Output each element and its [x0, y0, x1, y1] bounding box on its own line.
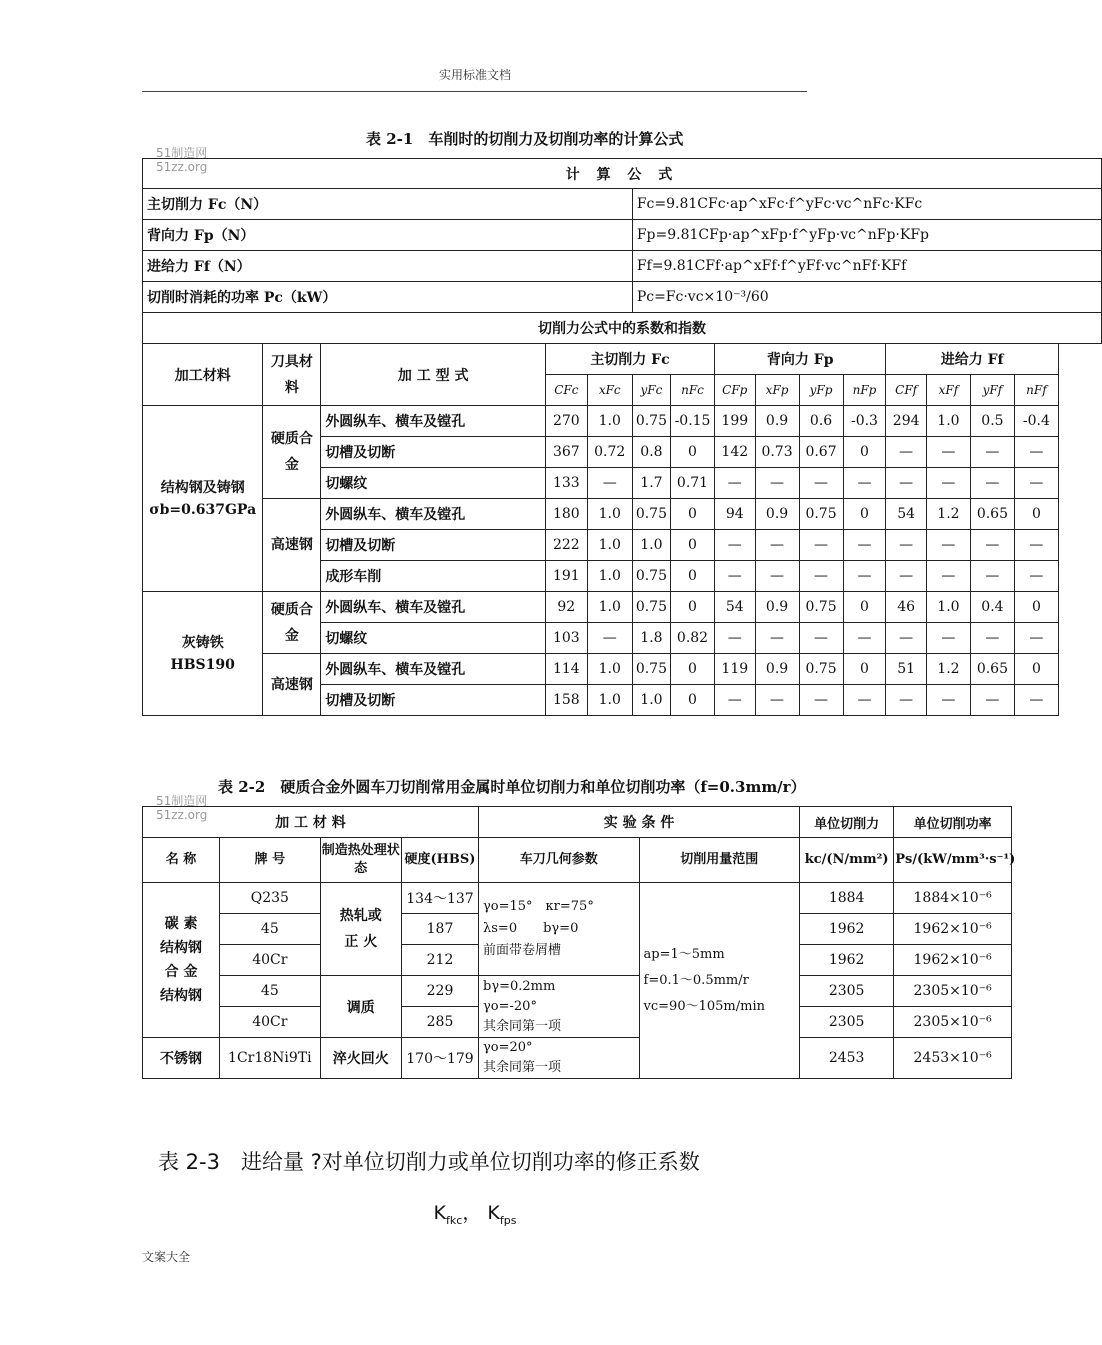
machining-type: 外圆纵车、横车及镗孔	[321, 654, 546, 685]
head-range: 切削用量范围	[639, 838, 800, 883]
coef-header: nFp	[843, 375, 886, 406]
coef-value: —	[1014, 685, 1058, 716]
head-grade: 牌 号	[220, 838, 321, 883]
coef-header: yFf	[970, 375, 1014, 406]
coef-value: 1.2	[926, 654, 970, 685]
coef-value: —	[799, 561, 843, 592]
head-type: 加 工 型 式	[321, 344, 546, 406]
coef-value: 0	[671, 499, 715, 530]
coef-value: —	[755, 623, 799, 654]
head-material: 加工材料	[143, 344, 263, 406]
table-row	[143, 499, 1102, 530]
t2-head-row	[143, 807, 1012, 838]
page-footer: 文案大全	[142, 1250, 191, 1264]
coef-value: —	[843, 561, 886, 592]
coef-header: nFc	[671, 375, 715, 406]
coef-value: —	[755, 468, 799, 499]
coef-value: 0.6	[799, 406, 843, 437]
ps-value: 2305×10⁻⁶	[894, 976, 1012, 1007]
ps-value: 1884×10⁻⁶	[894, 883, 1012, 914]
coef-value: 1.0	[926, 592, 970, 623]
hardness-cell: 170～179	[401, 1038, 478, 1079]
coef-value: 0.65	[970, 499, 1014, 530]
coef-value: —	[755, 561, 799, 592]
machining-type: 成形车削	[321, 561, 546, 592]
geometry-cell: γo=20° 其余同第一项	[479, 1038, 640, 1079]
table-row	[143, 592, 1102, 623]
head-feed-force: 进给力 Ff	[886, 344, 1059, 375]
coef-value: 1.0	[587, 406, 632, 437]
coef-value: 1.0	[587, 654, 632, 685]
coef-value: 0.5	[970, 406, 1014, 437]
coef-value: 0	[671, 685, 715, 716]
coef-value: 1.2	[926, 499, 970, 530]
head-back-force: 背向力 Fp	[715, 344, 886, 375]
table-row	[143, 654, 1102, 685]
coef-value: 199	[715, 406, 756, 437]
state-cell: 淬火回火	[320, 1038, 401, 1079]
ps-value: 2453×10⁻⁶	[894, 1038, 1012, 1079]
coef-value: 1.7	[632, 468, 670, 499]
coef-value: —	[715, 685, 756, 716]
range-cell: ap=1～5mm f=0.1～0.5mm/r vc=90～105m/min	[639, 883, 800, 1079]
hardness-cell: 229	[401, 976, 478, 1007]
coef-value: 0	[843, 437, 886, 468]
head-hardness: 硬度(HBS)	[401, 838, 478, 883]
coef-value: —	[970, 530, 1014, 561]
grade-cell: 1Cr18Ni9Ti	[220, 1038, 321, 1079]
coef-value: 0	[671, 437, 715, 468]
coef-value: 51	[886, 654, 927, 685]
table2-title: 表 2-2 硬质合金外圆车刀切削常用金属时单位切削力和单位切削功率（f=0.3mm/r）	[218, 778, 806, 796]
coef-value: 92	[545, 592, 587, 623]
coef-value: —	[715, 623, 756, 654]
coef-value: 0.65	[970, 654, 1014, 685]
head-kc: 单位切削力	[800, 807, 894, 838]
table3-title: 表 2-3 进给量 ?对单位切削力或单位切削功率的修正系数	[158, 1150, 700, 1174]
coef-value: 46	[886, 592, 927, 623]
coef-value: —	[843, 468, 886, 499]
formula-expression: Ff=9.81CFf·ap^xFf·f^yFf·vc^nFf·KFf	[632, 251, 1101, 282]
coef-value: 0	[1014, 654, 1058, 685]
coef-value: —	[799, 623, 843, 654]
coef-value: 0.4	[970, 592, 1014, 623]
coef-value: —	[970, 437, 1014, 468]
coef-value: —	[886, 561, 927, 592]
formula-row	[143, 251, 1102, 282]
coef-value: —	[886, 623, 927, 654]
ps-value: 1962×10⁻⁶	[894, 945, 1012, 976]
table-row	[143, 1038, 1012, 1079]
coef-value: —	[970, 685, 1014, 716]
coef-value: —	[926, 468, 970, 499]
coef-header: yFc	[632, 375, 670, 406]
coef-value: 114	[545, 654, 587, 685]
ps-value: 2305×10⁻⁶	[894, 1007, 1012, 1038]
coef-value: —	[843, 623, 886, 654]
formula-row	[143, 189, 1102, 220]
coef-value: 158	[545, 685, 587, 716]
coef-value: —	[843, 530, 886, 561]
coef-value: 0.75	[632, 592, 670, 623]
grade-cell: 45	[220, 976, 321, 1007]
hardness-cell: 285	[401, 1007, 478, 1038]
machining-type: 切螺纹	[321, 468, 546, 499]
coef-value: —	[926, 561, 970, 592]
coef-value: 0.9	[755, 592, 799, 623]
formula-label: 背向力 Fp（N）	[143, 220, 633, 251]
geometry-cell: γo=15° κr=75° λs=0 bγ=0 前面带卷屑槽	[479, 883, 640, 976]
coef-value: 119	[715, 654, 756, 685]
head-geometry: 车刀几何参数	[479, 838, 640, 883]
t1-section2-row	[143, 313, 1102, 344]
coef-value: 0	[843, 499, 886, 530]
coef-value: —	[926, 530, 970, 561]
coef-value: 1.0	[632, 685, 670, 716]
coef-value: —	[1014, 437, 1058, 468]
coef-header: CFp	[715, 375, 756, 406]
tool-cell: 高速钢	[263, 499, 321, 592]
coef-value: 0.71	[671, 468, 715, 499]
machining-type: 切槽及切断	[321, 437, 546, 468]
coef-value: 1.0	[587, 685, 632, 716]
grade-cell: 40Cr	[220, 945, 321, 976]
coef-value: —	[886, 468, 927, 499]
formula-expression: Fc=9.81CFc·ap^xFc·f^yFc·vc^nFc·KFc	[632, 189, 1101, 220]
coef-value: —	[799, 685, 843, 716]
formula-row	[143, 220, 1102, 251]
material-cell: 结构钢及铸钢 σb=0.637GPa	[143, 406, 263, 592]
coef-value: —	[886, 530, 927, 561]
coef-value: —	[970, 561, 1014, 592]
coef-value: 0.75	[632, 406, 670, 437]
coef-value: 54	[715, 592, 756, 623]
coef-value: 270	[545, 406, 587, 437]
coef-value: -0.15	[671, 406, 715, 437]
coef-value: —	[799, 530, 843, 561]
formula-label: 进给力 Ff（N）	[143, 251, 633, 282]
coef-value: —	[755, 530, 799, 561]
hardness-cell: 134～137	[401, 883, 478, 914]
coef-value: 0.8	[632, 437, 670, 468]
coef-value: 0.67	[799, 437, 843, 468]
formula-section-heading: 计 算 公 式	[143, 159, 1102, 189]
page-header: 实用标准文档	[438, 68, 511, 82]
k-symbols: $K_{fkc}$， $K_{fps}$	[433, 1202, 517, 1227]
coef-value: 0	[1014, 499, 1058, 530]
formula-label: 主切削力 Fc（N）	[143, 189, 633, 220]
coef-value: 0.75	[632, 499, 670, 530]
table2	[142, 806, 1016, 1079]
head-experiment: 实 验 条 件	[479, 807, 800, 838]
coef-header: yFp	[799, 375, 843, 406]
coef-value: 1.0	[587, 561, 632, 592]
coef-value: 142	[715, 437, 756, 468]
coef-value: 94	[715, 499, 756, 530]
head-material: 加 工 材 料	[143, 807, 479, 838]
kc-value: 2453	[800, 1038, 894, 1079]
coef-value: —	[886, 437, 927, 468]
coef-header: CFf	[886, 375, 927, 406]
coef-value: —	[886, 685, 927, 716]
coef-value: 0.75	[632, 561, 670, 592]
machining-type: 切槽及切断	[321, 530, 546, 561]
t1-head-row	[143, 344, 1102, 375]
coef-value: —	[715, 530, 756, 561]
coef-value: 0	[1014, 592, 1058, 623]
coef-value: —	[1014, 468, 1058, 499]
tool-cell: 高速钢	[263, 654, 321, 716]
coef-header: nFf	[1014, 375, 1058, 406]
coef-header: xFp	[755, 375, 799, 406]
coef-value: 1.0	[587, 530, 632, 561]
machining-type: 切槽及切断	[321, 685, 546, 716]
head-ps-unit: Ps/(kW/mm³·s⁻¹)	[894, 838, 1012, 883]
coef-value: 0	[671, 530, 715, 561]
coef-value: 0	[671, 654, 715, 685]
coef-value: 0.82	[671, 623, 715, 654]
hardness-cell: 212	[401, 945, 478, 976]
coef-value: —	[1014, 530, 1058, 561]
table-row	[143, 406, 1102, 437]
head-main-force: 主切削力 Fc	[545, 344, 714, 375]
coef-value: —	[715, 561, 756, 592]
coef-value: 0.9	[755, 499, 799, 530]
coef-value: —	[587, 468, 632, 499]
coef-value: —	[1014, 561, 1058, 592]
coef-value: 103	[545, 623, 587, 654]
coef-value: 1.0	[926, 406, 970, 437]
machining-type: 切螺纹	[321, 623, 546, 654]
coef-value: 0	[671, 592, 715, 623]
coef-value: 1.0	[632, 530, 670, 561]
watermark-2: 51制造网 51zz.org	[156, 794, 208, 822]
grade-cell: Q235	[220, 883, 321, 914]
kc-value: 1884	[800, 883, 894, 914]
watermark: 51制造网 51zz.org	[156, 146, 208, 174]
coef-header: xFf	[926, 375, 970, 406]
coef-value: 0.75	[799, 654, 843, 685]
coef-value: 1.8	[632, 623, 670, 654]
table1-title: 表 2-1 车削时的切削力及切削功率的计算公式	[366, 130, 684, 148]
coefficient-section-heading: 切削力公式中的系数和指数	[143, 313, 1102, 344]
kc-value: 2305	[800, 1007, 894, 1038]
grade-cell: 45	[220, 914, 321, 945]
head-tool: 刀具材料	[263, 344, 321, 406]
coef-value: 0.75	[799, 499, 843, 530]
coef-value: 54	[886, 499, 927, 530]
coef-value: —	[926, 437, 970, 468]
t2-subhead-row	[143, 838, 1012, 883]
coef-value: -0.4	[1014, 406, 1058, 437]
coef-value: 191	[545, 561, 587, 592]
grade-cell: 40Cr	[220, 1007, 321, 1038]
machining-type: 外圆纵车、横车及镗孔	[321, 406, 546, 437]
coef-value: —	[970, 623, 1014, 654]
state-cell: 调质	[320, 976, 401, 1038]
coef-value: 0.72	[587, 437, 632, 468]
material-cell: 灰铸铁 HBS190	[143, 592, 263, 716]
coef-value: 133	[545, 468, 587, 499]
coef-value: 1.0	[587, 592, 632, 623]
formula-row	[143, 282, 1102, 313]
table1	[142, 158, 1102, 716]
coef-value: 180	[545, 499, 587, 530]
category-cell: 不锈钢	[143, 1038, 220, 1079]
coef-value: —	[970, 468, 1014, 499]
coef-header: xFc	[587, 375, 632, 406]
ps-value: 1962×10⁻⁶	[894, 914, 1012, 945]
head-state: 制造热处理状态	[320, 838, 401, 883]
coef-value: —	[799, 468, 843, 499]
coef-value: —	[843, 685, 886, 716]
coef-value: 367	[545, 437, 587, 468]
machining-type: 外圆纵车、横车及镗孔	[321, 499, 546, 530]
coef-value: —	[926, 623, 970, 654]
kc-value: 2305	[800, 976, 894, 1007]
coef-header: CFc	[545, 375, 587, 406]
formula-expression: Pc=Fc·vc×10⁻³/60	[632, 282, 1101, 313]
table-row	[143, 976, 1012, 1007]
t1-section-row	[143, 159, 1102, 189]
coef-value: 0.75	[799, 592, 843, 623]
head-name: 名 称	[143, 838, 220, 883]
coef-value: 222	[545, 530, 587, 561]
coef-value: —	[587, 623, 632, 654]
category-cell: 碳 素 结构钢 合 金 结构钢	[143, 883, 220, 1038]
coef-value: —	[926, 685, 970, 716]
coef-value: -0.3	[843, 406, 886, 437]
coef-value: 294	[886, 406, 927, 437]
geometry-cell: bγ=0.2mm γo=-20° 其余同第一项	[479, 976, 640, 1038]
coef-value: —	[755, 685, 799, 716]
state-cell: 热轧或 正 火	[320, 883, 401, 976]
formula-label: 切削时消耗的功率 Pc（kW）	[143, 282, 633, 313]
machining-type: 外圆纵车、横车及镗孔	[321, 592, 546, 623]
tool-cell: 硬质合金	[263, 406, 321, 499]
kc-value: 1962	[800, 945, 894, 976]
coef-value: 0	[843, 592, 886, 623]
coef-value: 0	[671, 561, 715, 592]
coef-value: 0	[843, 654, 886, 685]
coef-value: 0.9	[755, 406, 799, 437]
coef-value: —	[715, 468, 756, 499]
coef-value: 0.9	[755, 654, 799, 685]
tool-cell: 硬质合金	[263, 592, 321, 654]
hardness-cell: 187	[401, 914, 478, 945]
head-ps: 单位切削功率	[894, 807, 1012, 838]
formula-expression: Fp=9.81CFp·ap^xFp·f^yFp·vc^nFp·KFp	[632, 220, 1101, 251]
head-kc-unit: kc/(N/mm²)	[800, 838, 894, 883]
coef-value: —	[1014, 623, 1058, 654]
coef-value: 0.73	[755, 437, 799, 468]
table-row	[143, 883, 1012, 914]
coef-value: 0.75	[632, 654, 670, 685]
kc-value: 1962	[800, 914, 894, 945]
coef-value: 1.0	[587, 499, 632, 530]
